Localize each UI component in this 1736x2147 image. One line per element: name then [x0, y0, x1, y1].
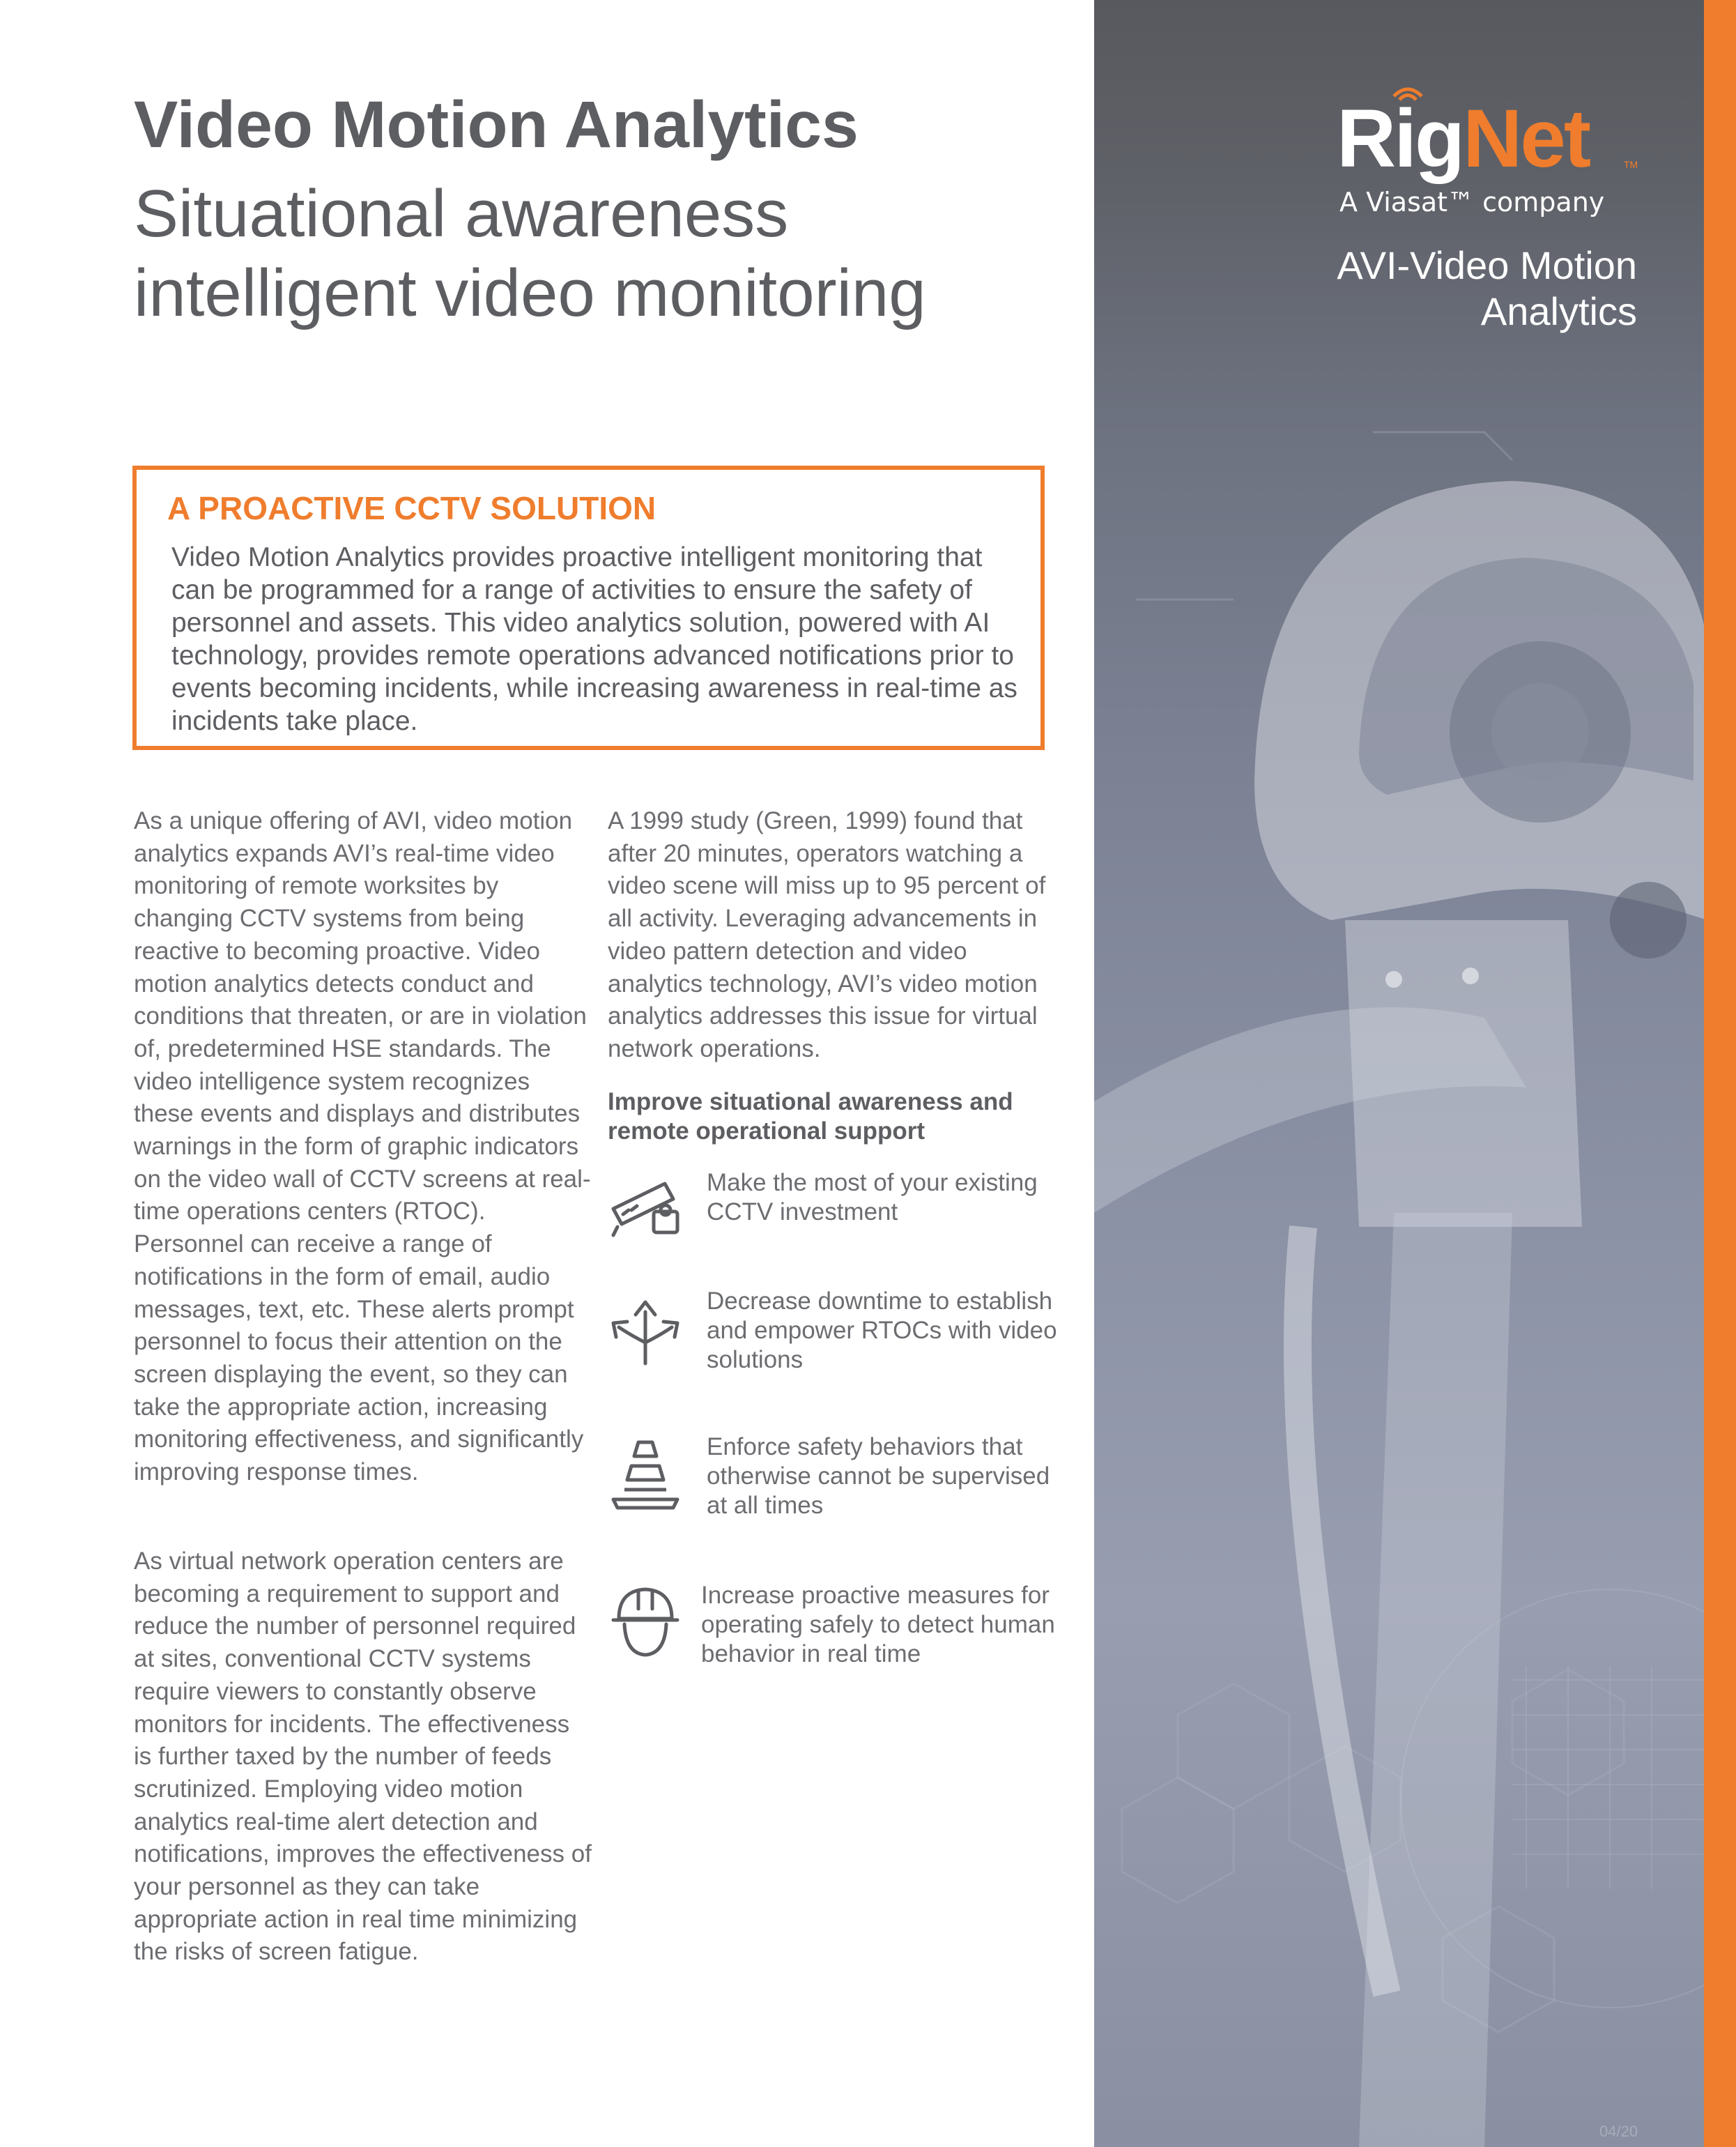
traffic-cone-icon — [604, 1432, 687, 1516]
column1-paragraph-1: As a unique offering of AVI, video motion analytics expands AVI’s real-time video monitoring of remote worksites by changing CCTV systems from being reactive to becoming proactive. Video motion analytics detects conduct and conditions that threaten, or are in violation of, predetermined HSE standards. The video intelligence system recognizes these events and displays and distributes warnings in the form of graphic indicators on the video wall of CCTV screens at real-time operations centers (RTOC). Personnel can receive a range of notifications in the form of email, audio messages, text, etc. These alerts prompt personnel to focus their attention on the screen displaying the event, so they can take the appropriate action, increasing monitoring effectiveness, and significantly improving response times. — [134, 807, 591, 1486]
callout-box — [132, 466, 1045, 750]
split-arrows-icon — [604, 1287, 687, 1370]
page-title: Video Motion Analytics — [134, 88, 859, 162]
column1-paragraph-2: As virtual network operation centers are becoming a requirement to support and reduce the number of personnel required at sites, conventional CCTV systems require viewers to constantly observe monitors for incidents. The effectiveness is further taxed by the number of feeds scrutinized. Employing video motion analytics real-time alert detection and notifications, improves the effectiveness of your personnel as they can take appropriate action in real time minimizing the risks of screen fatigue. — [134, 1548, 592, 1966]
callout-body: Video Motion Analytics provides proactive intelligent monitoring that can be programmed for a range of activities to ensure the safety of personnel and assets. This video analytics solution, powered with AI technology, provides remote operations advanced notifications prior to events becoming incidents, while increasing awareness in real-time as incidents take place. — [171, 542, 1017, 736]
orange-accent-bar — [1704, 0, 1736, 2147]
cctv-camera-icon — [604, 1168, 687, 1252]
logo-wordmark — [1337, 93, 1590, 185]
logo-rig-text: Rig — [1337, 93, 1464, 185]
benefit-item — [604, 1432, 1063, 1544]
sidebar-caption: AVI-Video Motion Analytics — [1337, 243, 1637, 333]
benefit-text: Decrease downtime to establish and empower RTOCs with video solutions — [707, 1288, 1057, 1373]
benefit-item — [604, 1287, 1063, 1398]
date-code: 04/20 — [1599, 2123, 1638, 2140]
benefit-item — [604, 1581, 1063, 1693]
page-subtitle: Situational awareness intelligent video monitoring — [134, 176, 926, 330]
benefit-text: Increase proactive measures for operating safely to detect human behavior in real time — [701, 1582, 1055, 1667]
column2-paragraph-1: A 1999 study (Green, 1999) found that after 20 minutes, operators watching a video scene will miss up to 95 percent of all activity. Leveraging advancements in video pattern detection and video analytics technology, AVI’s video motion analytics addresses this issue for virtual network operations. — [608, 807, 1046, 1062]
benefits-heading: Improve situational awareness and remote operational support — [608, 1088, 1013, 1145]
benefit-text: Enforce safety behaviors that otherwise cannot be supervised at all times — [707, 1433, 1050, 1519]
benefit-text: Make the most of your existing CCTV investment — [707, 1169, 1038, 1225]
callout-heading: A PROACTIVE CCTV SOLUTION — [167, 490, 656, 526]
cctv-camera-photo — [1094, 390, 1704, 2147]
rignet-logo — [1337, 93, 1643, 223]
logo-net-text: Net — [1463, 93, 1590, 185]
sidebar-panel — [1094, 0, 1704, 2147]
logo-trademark: TM — [1624, 159, 1638, 170]
hard-hat-worker-icon — [604, 1581, 687, 1665]
benefit-item — [604, 1168, 1063, 1280]
logo-tagline: A Viasat™ company — [1339, 187, 1605, 217]
